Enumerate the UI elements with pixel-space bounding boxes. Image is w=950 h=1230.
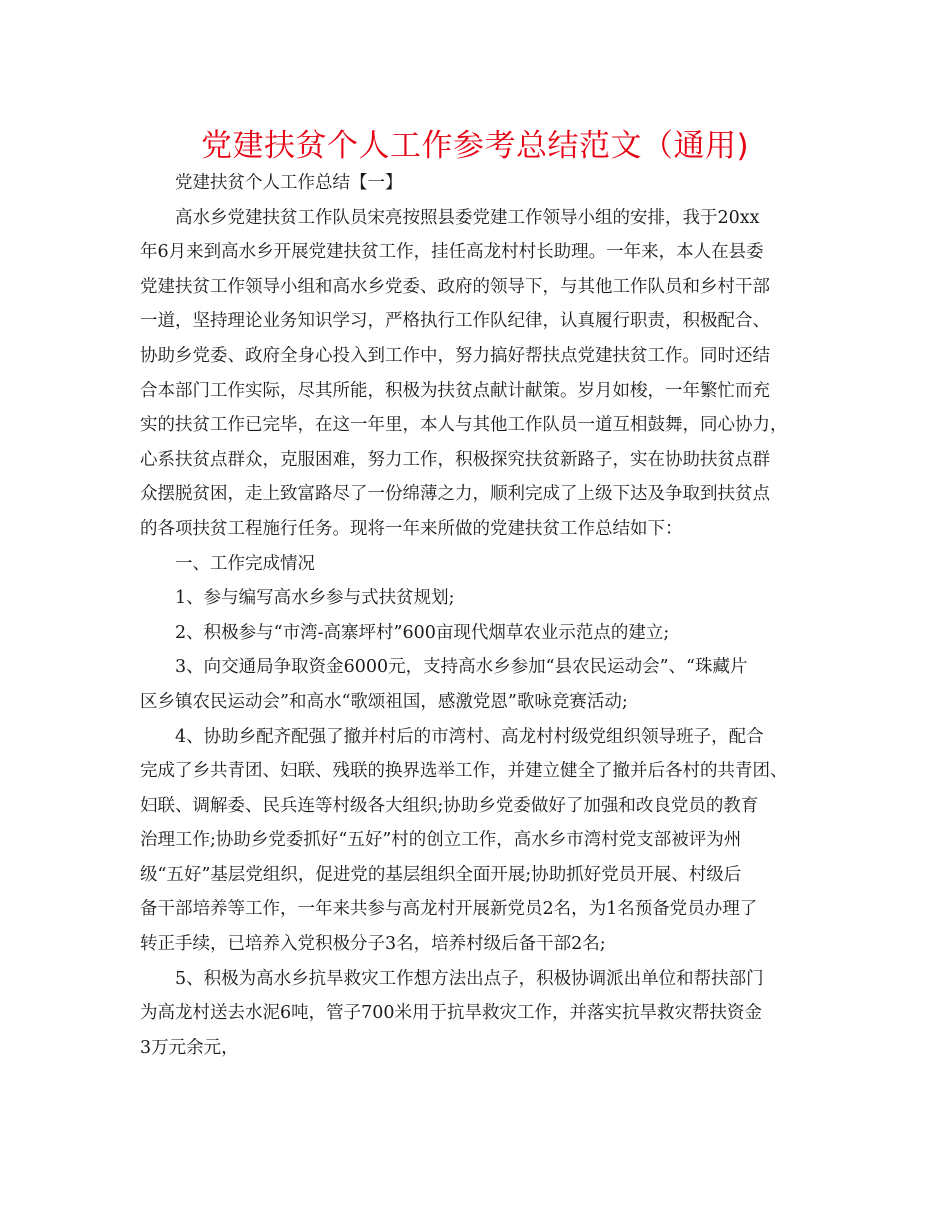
text-line: 党建扶贫工作领导小组和高水乡党委、政府的领导下，与其他工作队员和乡村干部	[140, 276, 770, 297]
text-line: 一道，坚持理论业务知识学习，严格执行工作队纪律，认真履行职责，积极配合、	[140, 311, 770, 332]
text-line: 实的扶贫工作已完毕，在这一年里，本人与其他工作队员一道互相鼓舞，同心协力，	[140, 415, 788, 436]
text-line: 完成了乡共青团、妇联、残联的换界选举工作，并建立健全了撤并后各村的共青团、	[140, 761, 788, 782]
document-body	[140, 166, 830, 1065]
text-line: 的各项扶贫工程施行任务。现将一年来所做的党建扶贫工作总结如下：	[140, 518, 683, 539]
text-line: 心系扶贫点群众，克服困难，努力工作，积极探究扶贫新路子，实在协助扶贫点群	[140, 449, 770, 470]
text-line: 妇联、调解委、民兵连等村级各大组织;协助乡党委做好了加强和改良党员的教育	[140, 795, 759, 816]
text-line: 级“五好”基层党组织，促进党的基层组织全面开展;协助抓好党员开展、村级后	[140, 864, 742, 885]
text-line: 3、向交通局争取资金6000元，支持高水乡参加“县农民运动会”、“珠藏片	[175, 657, 748, 678]
text-line: 5、积极为高水乡抗旱救灾工作想方法出点子，积极协调派出单位和帮扶部门	[175, 968, 764, 989]
text-line: 4、协助乡配齐配强了撤并村后的市湾村、高龙村村级党组织领导班子，配合	[175, 726, 764, 747]
text-line: 协助乡党委、政府全身心投入到工作中，努力搞好帮扶点党建扶贫工作。同时还结	[140, 345, 770, 366]
text-line: 转正手续，已培养入党积极分子3名，培养村级后备干部2名;	[140, 934, 606, 955]
document-title: 党建扶贫个人工作参考总结范文（通用)	[200, 128, 750, 164]
text-line: 为高龙村送去水泥6吨，管子700米用于抗旱救灾工作，并落实抗旱救灾帮扶资金	[140, 1003, 763, 1024]
text-line: 合本部门工作实际，尽其所能，积极为扶贫点献计献策。岁月如梭，一年繁忙而充	[140, 380, 770, 401]
text-line: 年6月来到高水乡开展党建扶贫工作，挂任高龙村村长助理。一年来，本人在县委	[140, 242, 764, 263]
text-line: 治理工作;协助乡党委抓好“五好”村的创立工作，高水乡市湾村党支部被评为州	[140, 830, 742, 851]
text-line: 党建扶贫个人工作总结【一】	[175, 173, 403, 193]
text-line: 备干部培养等工作，一年来共参与高龙村开展新党员2名，为1名预备党员办理了	[140, 899, 758, 920]
text-line: 一、工作完成情况	[175, 553, 315, 574]
text-line: 3万元余元，	[140, 1037, 239, 1058]
text-line: 2、积极参与“市湾-高寨坪村”600亩现代烟草农业示范点的建立;	[175, 622, 670, 643]
text-line: 区乡镇农民运动会”和高水“歌颂祖国，感激党恩”歌咏竞赛活动;	[140, 691, 628, 712]
text-line: 1、参与编写高水乡参与式扶贫规划;	[175, 588, 455, 609]
text-line: 众摆脱贫困，走上致富路尽了一份绵薄之力，顺利完成了上级下达及争取到扶贫点	[140, 484, 770, 505]
text-line: 高水乡党建扶贫工作队员宋亮按照县委党建工作领导小组的安排，我于20xx	[175, 207, 760, 228]
